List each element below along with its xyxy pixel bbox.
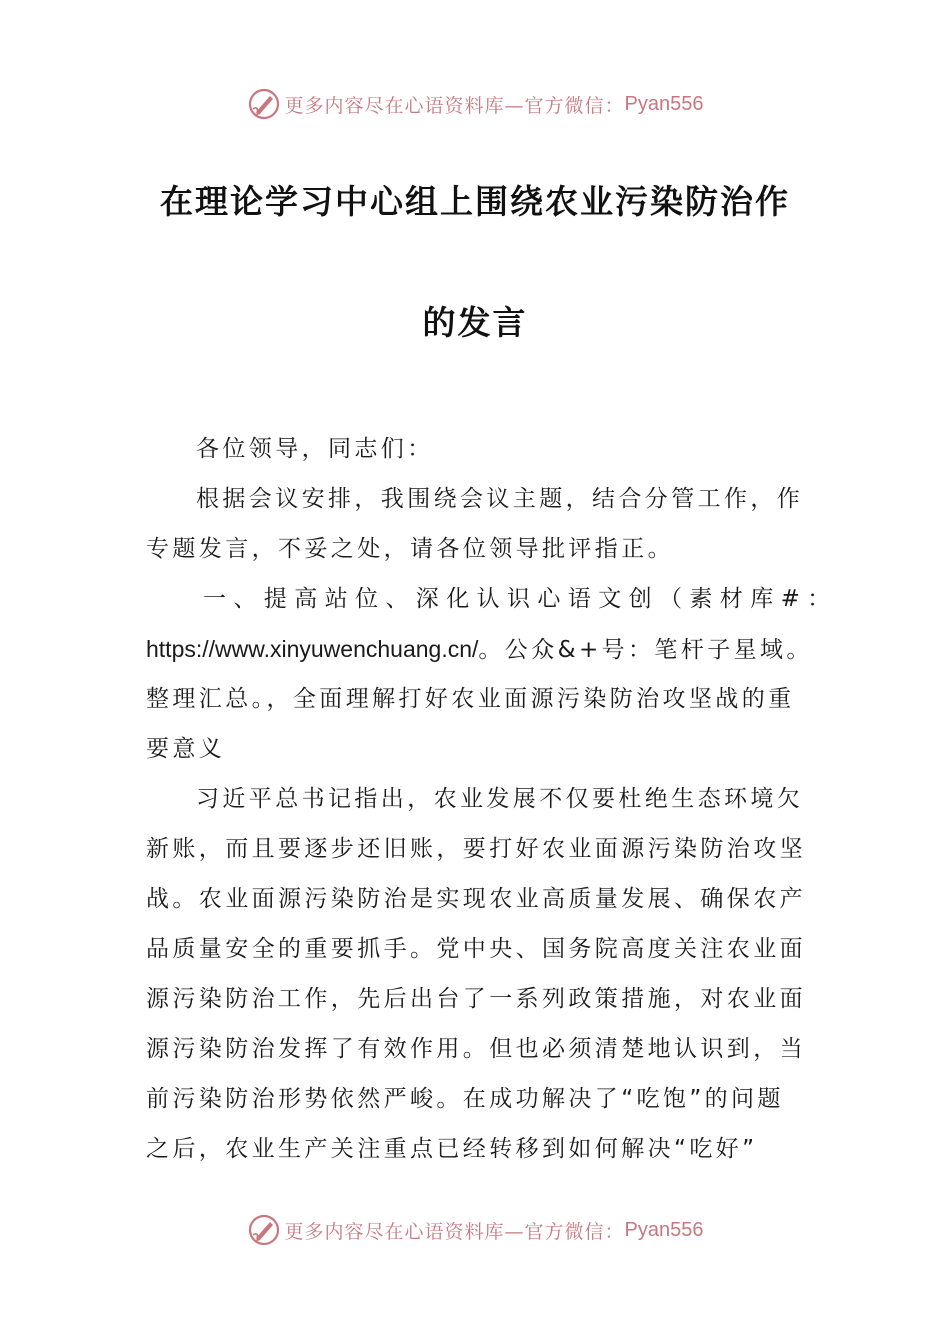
watermark-text: 更多内容尽在心语资料库—官方微信： [284,94,625,117]
source-url: https://www.xinyuwenchuang.cn/ [146,636,479,662]
watermark-text: 更多内容尽在心语资料库—官方微信： [284,1220,625,1243]
watermark-wechat-id: Pyan556 [624,1218,704,1241]
paragraph-2-line-1: 习近平总书记指出，农业发展不仅要杜绝生态环境欠 [196,786,804,812]
salutation: 各位领导，同志们： [196,436,434,462]
heading-1-line-3: 整理汇总。，全面理解打好农业面源污染防治攻坚战的重 [146,686,795,712]
footer-watermark [0,1210,950,1250]
heading-1-line-4: 要意义 [146,736,226,762]
paragraph-2-line-8: 之后，农业生产关注重点已经转移到如何解决“吃好” [146,1136,758,1162]
document-body [146,424,838,1174]
document-title-line-1: 在理论学习中心组上围绕农业污染防治作 [160,182,790,221]
paragraph-1-line-2: 专题发言，不妥之处，请各位领导批评指正。 [146,536,674,562]
heading-1-line-1: 一、提高站位、深化认识心语文创（素材库#： [203,586,838,612]
pen-logo-icon [247,1213,281,1247]
paragraph-2-line-4: 品质量安全的重要抓手。党中央、国务院高度关注农业面 [146,936,806,962]
paragraph-2-line-7: 前污染防治形势依然严峻。在成功解决了“吃饱”的问题 [146,1086,784,1112]
pen-logo-icon [247,87,281,121]
paragraph-1-line-1: 根据会议安排，我围绕会议主题，结合分管工作，作 [196,486,804,512]
heading-1-line-2 [146,624,813,674]
document-title-line-2: 的发言 [422,303,528,342]
paragraph-2-line-6: 源污染防治发挥了有效作用。但也必须清楚地认识到，当 [146,1036,806,1062]
header-watermark [0,84,950,124]
paragraph-2-line-2: 新账，而且要逐步还旧账，要打好农业面源污染防治攻坚 [146,836,806,862]
paragraph-2-line-5: 源污染防治工作，先后出台了一系列政策措施，对农业面 [146,986,806,1012]
watermark-wechat-id: Pyan556 [624,92,704,115]
paragraph-2-line-3: 战。农业面源污染防治是实现农业高质量发展、确保农产 [146,886,806,912]
heading-1-line-2-rest: 。公众&+号：笔杆子星域。 [478,637,813,663]
